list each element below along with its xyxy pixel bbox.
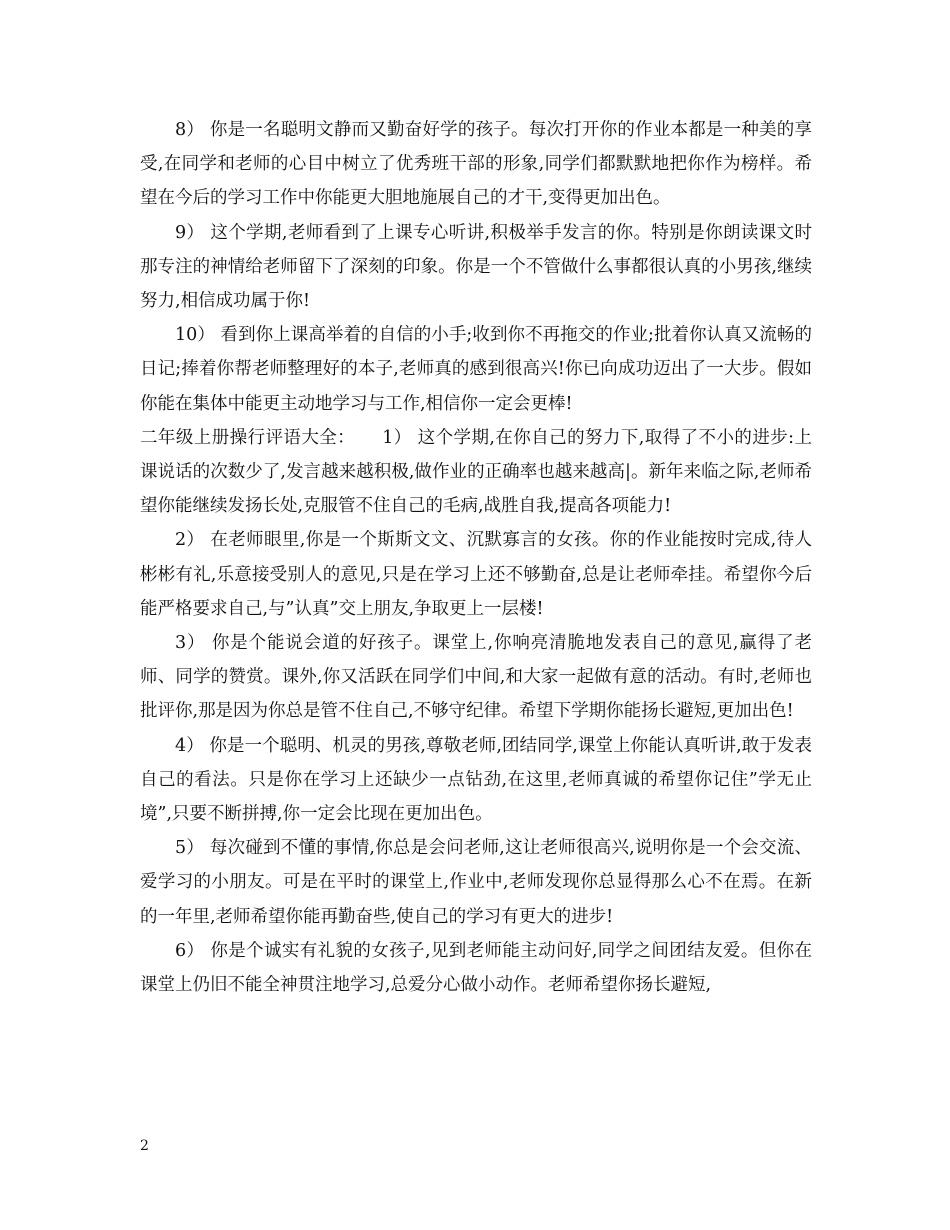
- page-number: 2: [140, 1138, 149, 1154]
- document-body: [140, 113, 812, 1002]
- paragraph-comment-9: 9） 这个学期,老师看到了上课专心听讲,积极举手发言的你。特别是你朗读课文时那专注的神情给老师留下了深刻的印象。你是一个不管做什么事都很认真的小男孩,继续努力,相信成功属于你!: [140, 222, 812, 312]
- paragraph-comment-3: 3） 你是个能说会道的好孩子。课堂上,你响亮清脆地发表自己的意见,赢得了老师、同学的赞赏。课外,你又活跃在同学们中间,和大家一起做有意的活动。有时,老师也批评你,那是因为你总是管不住自己,不够守纪律。希望下学期你能扬长避短,更加出色!: [140, 633, 812, 722]
- paragraph-comment-4: 4） 你是一个聪明、机灵的男孩,尊敬老师,团结同学,课堂上你能认真听讲,敢于发表自己的看法。只是你在学习上还缺少一点钻劲,在这里,老师真诚的希望你记住”学无止境”,只要不断拼搏,你一定会比现在更加出色。: [140, 735, 812, 825]
- paragraph-comment-6: 6） 你是个诚实有礼貌的女孩子,见到老师能主动问好,同学之间团结友爱。但你在课堂上仍旧不能全神贯注地学习,总爱分心做小动作。老师希望你扬长避短,: [140, 940, 812, 996]
- paragraph-comment-10: 10） 看到你上课高举着的自信的小手;收到你不再拖交的作业;批着你认真又流畅的日记;捧着你帮老师整理好的本子,老师真的感到很高兴!你已向成功迈出了一大步。假如你能在集体中能更主动地学习与工作,相信你一定会更棒!: [140, 325, 812, 414]
- paragraph-comment-2: 2） 在老师眼里,你是一个斯斯文文、沉默寡言的女孩。你的作业能按时完成,待人彬彬有礼,乐意接受别人的意见,只是在学习上还不够勤奋,总是让老师牵挂。希望你今后能严格要求自己,与”认真”交上朋友,争取更上一层楼!: [140, 530, 812, 619]
- paragraph-comment-5: 5） 每次碰到不懂的事情,你总是会问老师,这让老师很高兴,说明你是一个会交流、爱学习的小朋友。可是在平时的课堂上,作业中,老师发现你总显得那么心不在焉。在新的一年里,老师希望你能再勤奋些,使自己的学习有更大的进步!: [140, 838, 812, 927]
- paragraph-comment-8: 8） 你是一名聪明文静而又勤奋好学的孩子。每次打开你的作业本都是一种美的享受,在同学和老师的心目中树立了优秀班干部的形象,同学们都默默地把你作为榜样。希望在今后的学习工作中你能更大胆地施展自己的才干,变得更加出色。: [140, 120, 812, 209]
- paragraph-section-heading-comment-1: 二年级上册操行评语大全： 1） 这个学期,在你自己的努力下,取得了不小的进步:上课说话的次数少了,发言越来越积极,做作业的正确率也越来越高|。新年来临之际,老师希望你能继续发扬长处,克服管不住自己的毛病,战胜自我,提高各项能力!: [140, 427, 812, 517]
